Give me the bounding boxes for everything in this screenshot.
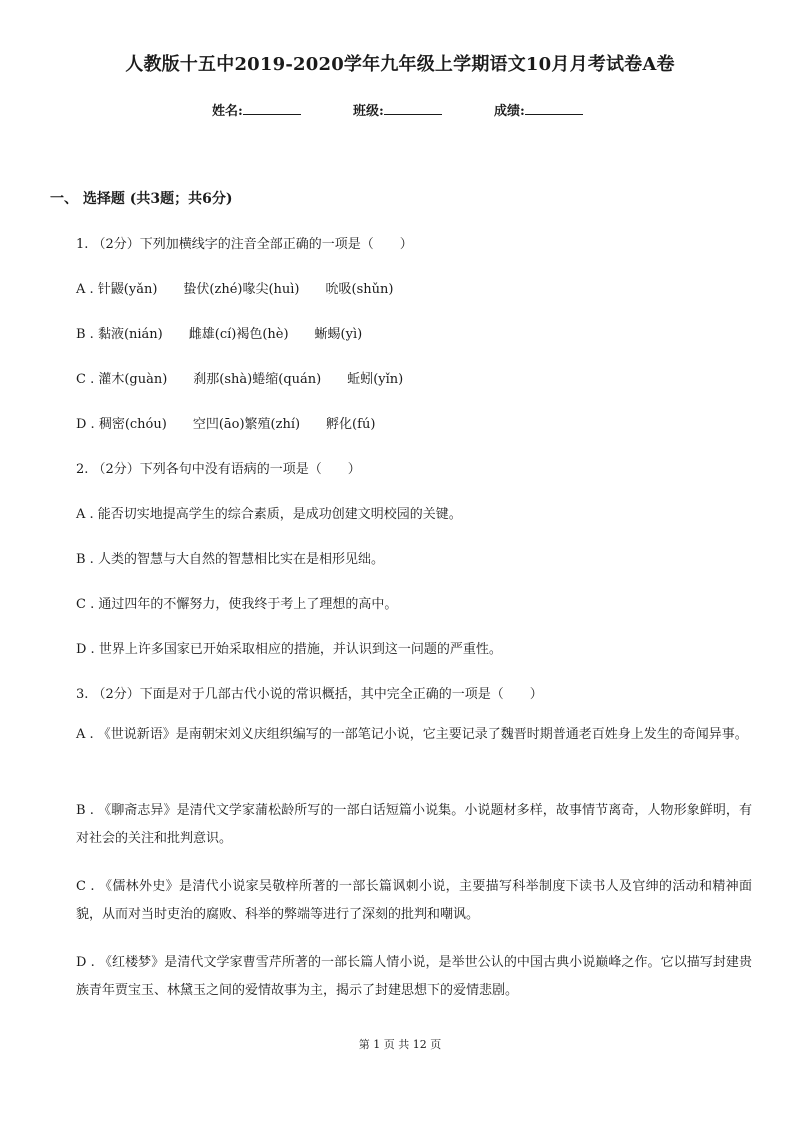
score-label: 成绩:: [494, 104, 525, 119]
question-2-option-d: D . 世界上许多国家已开始采取相应的措施，并认识到这一问题的严重性。: [76, 642, 502, 657]
question-1-option-b: B . 黏液(nián) 雌雄(cí)褐色(hè) 蜥蜴(yì): [76, 327, 363, 342]
question-3-stem: 3. （2分）下面是对于几部古代小说的常识概括，其中完全正确的一项是（ ）: [76, 687, 543, 702]
score-blank: [525, 102, 583, 115]
section-title: 一、 选择题 (共3题；共6分): [50, 191, 233, 207]
class-blank: [384, 102, 442, 115]
question-1-stem: 1. （2分）下列加横线字的注音全部正确的一项是（ ）: [76, 237, 413, 252]
question-3-option-c: C . 《儒林外史》是清代小说家吴敬梓所著的一部长篇讽刺小说，主要描写科举制度下读书人及官绅的活动和精神面貌，从而对当时吏治的腐败、科举的弊端等进行了深刻的批判和嘲讽。: [76, 879, 752, 922]
question-2-option-b: B . 人类的智慧与大自然的智慧相比实在是相形见绌。: [76, 552, 384, 567]
question-1-option-a: A . 针鼹(yǎn) 蛰伏(zhé)喙尖(huì) 吮吸(shǔn): [76, 282, 394, 297]
question-1-option-d: D . 稠密(chóu) 空凹(āo)繁殖(zhí) 孵化(fú): [76, 417, 376, 432]
name-blank: [243, 102, 301, 115]
question-1-option-c: C . 灌木(guàn) 刹那(shà)蜷缩(quán) 蚯蚓(yǐn): [76, 372, 404, 387]
score-field: [494, 100, 583, 119]
class-label: 班级:: [353, 104, 384, 119]
question-3-option-b: B . 《聊斋志异》是清代文学家蒲松龄所写的一部白话短篇小说集。小说题材多样，故事情节离奇，人物形象鲜明，有对社会的关注和批判意识。: [76, 803, 752, 846]
question-2-stem: 2. （2分）下列各句中没有语病的一项是（ ）: [76, 462, 361, 477]
name-field: [212, 100, 301, 119]
question-3-option-a: A . 《世说新语》是南朝宋刘义庆组织编写的一部笔记小说，它主要记录了魏晋时期普通老百姓身上发生的奇闻异事。: [76, 727, 748, 742]
question-2-option-a: A . 能否切实地提高学生的综合素质，是成功创建文明校园的关键。: [76, 507, 462, 522]
question-3-option-d: D . 《红楼梦》是清代文学家曹雪芹所著的一部长篇人情小说，是举世公认的中国古典小说巅峰之作。它以描写封建贵族青年贾宝玉、林黛玉之间的爱情故事为主，揭示了封建思想下的爱情悲剧。: [76, 955, 752, 998]
class-field: [353, 100, 442, 119]
page-footer: 第 1 页 共 12 页: [358, 1038, 442, 1051]
page-title: 人教版十五中2019-2020学年九年级上学期语文10月月考试卷A卷: [125, 54, 675, 75]
question-2-option-c: C . 通过四年的不懈努力，使我终于考上了理想的高中。: [76, 597, 398, 612]
name-label: 姓名:: [212, 104, 243, 119]
